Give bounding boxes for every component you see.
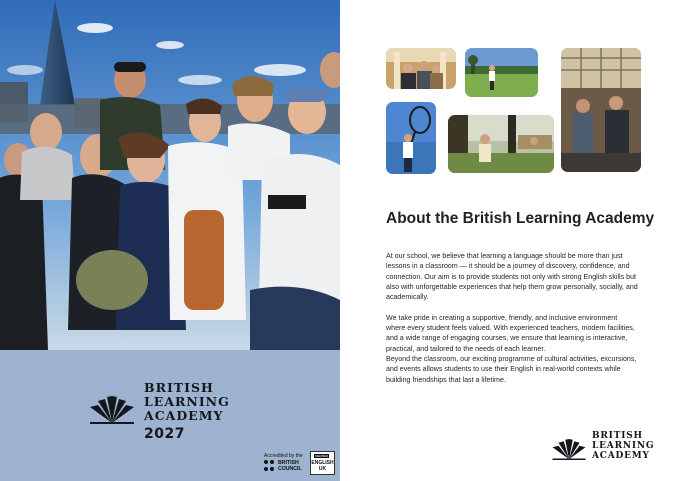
about-paragraph-1: At our school, we believe that learning a language should be more than just lessons in a classroom — it should be a journey of discovery, confidence, and connection. Our aim is to provide students not only with strong English skills but also with unforgettable experiences that help them grow personally, socially, and academically. [386, 252, 638, 302]
about-paragraph-3: Beyond the classroom, our exciting programme of cultural activities, excursions, and events allows students to use their English in real-world contexts while building friendships that last a lifetime. [386, 354, 637, 384]
photo-students-park [448, 115, 554, 173]
accredited-by-label: Accredited by the [264, 453, 303, 459]
hero-photo [0, 0, 340, 350]
page-title: About the British Learning Academy [386, 210, 655, 227]
photo-students-market [561, 48, 641, 172]
footer-logo-line-learning: LEARNING [592, 441, 655, 451]
photo-students-field [465, 48, 538, 97]
academy-logo [88, 381, 230, 442]
logo-line-learning: LEARNING [144, 394, 230, 409]
english-uk-member-tag: MEMBER [315, 454, 329, 458]
footer-logo [551, 431, 654, 461]
about-paragraph-2: We take pride in creating a supportive, friendly, and inclusive environment where every student feels valued. With experienced teachers, modern facilities, and a wide range of engaging courses, we ensure that learning is interactive, practical, and tailored to the needs of each learner. [386, 313, 635, 353]
about-page [340, 0, 680, 481]
logo-line-british: BRITISH [144, 380, 214, 395]
photo-student-tennis [386, 102, 436, 174]
english-uk-logo [310, 451, 335, 475]
british-council-line-2: COUNCIL [278, 466, 302, 472]
footer-logo-line-british: BRITISH [592, 431, 643, 441]
footer-logo-line-academy: ACADEMY [592, 451, 650, 461]
about-body [386, 251, 638, 385]
book-fan-icon [88, 395, 136, 425]
indoor-photo-icon [386, 48, 456, 89]
british-council-line-1: BRITISH [278, 460, 299, 466]
logo-line-academy: ACADEMY [144, 408, 224, 423]
english-uk-line-1: ENGLISH [311, 460, 334, 466]
book-fan-icon [551, 438, 587, 461]
market-photo-icon [561, 48, 641, 172]
british-council-logo [264, 460, 302, 472]
park-photo-icon [448, 115, 554, 173]
photo-students-indoor [386, 48, 456, 89]
field-photo-icon [465, 48, 538, 97]
english-uk-line-2: UK [318, 465, 327, 472]
group-photo-icon [0, 0, 340, 350]
tennis-photo-icon [386, 102, 436, 174]
cover-year: 2027 [144, 426, 185, 442]
british-council-dots-icon [264, 460, 276, 472]
